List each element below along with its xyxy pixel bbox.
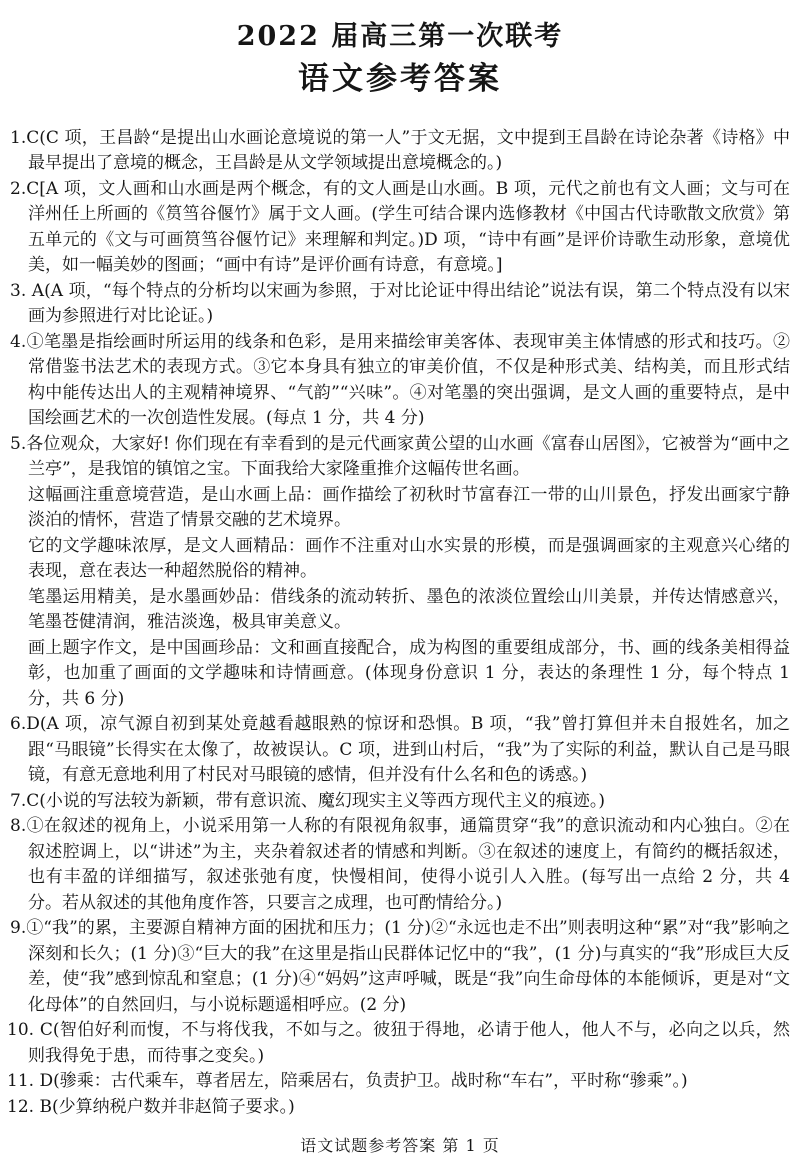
page-header — [0, 0, 800, 98]
answer-number: 7. — [10, 790, 27, 811]
answer-item-1 — [10, 126, 790, 177]
answer-item-3 — [10, 279, 790, 330]
answer-number: 1. — [10, 127, 27, 148]
answer-paragraph: 这幅画注重意境营造，是山水画上品：画作描绘了初秋时节富春江一带的山川景色，抒发出画家宁静淡泊的情怀，营造了情景交融的艺术境界。 — [28, 484, 790, 531]
answer-number: 6. — [10, 714, 27, 735]
answer-item-7 — [10, 789, 790, 815]
answer-text: 各位观众，大家好! 你们现在有幸看到的是元代画家黄公望的山水画《富春山居图》，它被誉为“画中之兰亭”，是我馆的镇馆之宝。下面我给大家隆重推介这幅传世名画。 — [26, 433, 790, 480]
answer-item-10 — [7, 1018, 790, 1069]
answer-item-8 — [10, 814, 790, 916]
answer-number: 4. — [10, 331, 27, 352]
page-footer: 语文试题参考答案 第 1 页 — [300, 1136, 500, 1156]
answer-item-2 — [10, 177, 790, 279]
answer-number: 11. — [7, 1071, 35, 1092]
answer-key-title: 语文参考答案 — [298, 60, 502, 97]
answer-text: A(A 项，“每个特点的分析均以宋画为参照，于对比论证中得出结论”说法有误，第二个特点没有以宋画为参照进行对比论证。) — [26, 280, 790, 327]
answer-number: 8. — [10, 816, 27, 837]
answer-number: 9. — [10, 918, 27, 939]
answer-paragraph: 笔墨运用精美，是水墨画妙品：借线条的流动转折、墨色的浓淡位置绘山川美景，并传达情感意兴，笔墨苍健清润，雅洁淡逸，极具审美意义。 — [28, 586, 790, 633]
answer-text: ①在叙述的视角上，小说采用第一人称的有限视角叙事，通篇贯穿“我”的意识流动和内心独白。②在叙述腔调上，以“讲述”为主，夹杂着叙述者的情感和判断。③在叙述的速度上，有简约的概括叙述，也有丰盈的详细描写，叙述张弛有度，快慢相间，使得小说引人入胜。(每写出一点给 2 分，共 4 分。若从叙述的其他角度作答，只要言之成理，也可酌情给分。) — [26, 816, 790, 913]
answer-number: 2. — [10, 178, 27, 199]
answer-paragraph: 它的文学趣味浓厚，是文人画精品：画作不注重对山水实景的形模，而是强调画家的主观意兴心绪的表现，意在表达一种超然脱俗的精神。 — [28, 535, 790, 582]
answer-number: 10. — [7, 1020, 35, 1041]
answer-text: C(智伯好利而愎，不与将伐我，不如与之。彼狃于得地，必请于他人，他人不与，必向之以兵，然则我得免于患，而待事之变矣。) — [28, 1020, 790, 1066]
answer-item-9 — [10, 916, 790, 1018]
exam-title: 2022 届高三第一次联考 — [236, 21, 564, 52]
answer-item-5 — [10, 432, 790, 713]
answers-list — [0, 126, 800, 1121]
answer-text: D(骖乘：古代乘车，尊者居左，陪乘居右，负责护卫。战时称“车右”，平时称“骖乘”。) — [34, 1071, 688, 1092]
answer-item-4 — [10, 330, 790, 432]
answer-text: ①“我”的累，主要源自精神方面的困扰和压力；(1 分)②“永远也走不出”则表明这种“累”对“我”影响之深刻和长久；(1 分)③“巨大的我”在这里是指山民群体记忆中的“我”，(1 分)与真实的“我”形成巨大反差，使“我”感到惊乱和窒息；(1 分)④“妈妈”这声呼喊，既是“我”向生命母体的本能倾诉，更是对“文化母体”的自然回归，与小说标题遥相呼应。(2 分) — [26, 918, 790, 1015]
answer-text: ①笔墨是指绘画时所运用的线条和色彩，是用来描绘审美客体、表现审美主体情感的形式和技巧。②常借鉴书法艺术的表现方式。③它本身具有独立的审美价值，不仅是种形式美、结构美，而且形式结构中能传达出人的主观精神境界、“气韵”“兴味”。④对笔墨的突出强调，是文人画的重要特点，是中国绘画艺术的一次创造性发展。(每点 1 分，共 4 分) — [26, 331, 790, 429]
answer-number: 5. — [10, 433, 27, 454]
answer-text: B(少算纳税户数并非赵简子要求。) — [34, 1096, 295, 1117]
answer-item-6 — [10, 712, 790, 789]
answer-paragraph: 画上题字作文，是中国画珍品：文和画直接配合，成为构图的重要组成部分，书、画的线条美相得益彰，也加重了画面的文学趣味和诗情画意。(体现身份意识 1 分，表达的条理性 1 分，每个特点 1 分，共 6 分) — [28, 637, 790, 709]
answer-item-11 — [7, 1069, 790, 1095]
answer-number: 3. — [10, 280, 27, 301]
answer-text: C[A 项，文人画和山水画是两个概念，有的文人画是山水画。B 项，元代之前也有文人画；文与可在洋州任上所画的《筼筜谷偃竹》属于文人画。(学生可结合课内选修教材《中国古代诗歌散文欣赏》第五单元的《文与可画筼筜谷偃竹记》来理解和判定。)D 项，“诗中有画”是评价诗歌生动形象，意境优美，如一幅美妙的图画；“画中有诗”是评价画有诗意，有意境。] — [26, 178, 790, 276]
answer-text: C(C 项，王昌龄“是提出山水画论意境说的第一人”于文无据，文中提到王昌龄在诗论杂著《诗格》中最早提出了意境的概念，王昌龄是从文学领域提出意境概念的。) — [26, 127, 790, 174]
answer-paragraph — [10, 432, 790, 483]
answer-text: C(小说的写法较为新颖，带有意识流、魔幻现实主义等西方现代主义的痕迹。) — [26, 790, 606, 811]
answer-text: D(A 项，凉气源自初到某处竟越看越眼熟的惊讶和恐惧。B 项，“我”曾打算但并未自报姓名，加之跟“马眼镜”长得实在太像了，故被误认。C 项，进到山村后，“我”为了实际的利益，默认自己是马眼镜，有意无意地利用了村民对马眼镜的感情，但并没有什么名和色的诱惑。) — [26, 714, 790, 786]
answer-item-12 — [7, 1095, 790, 1121]
answer-number: 12. — [7, 1096, 35, 1117]
